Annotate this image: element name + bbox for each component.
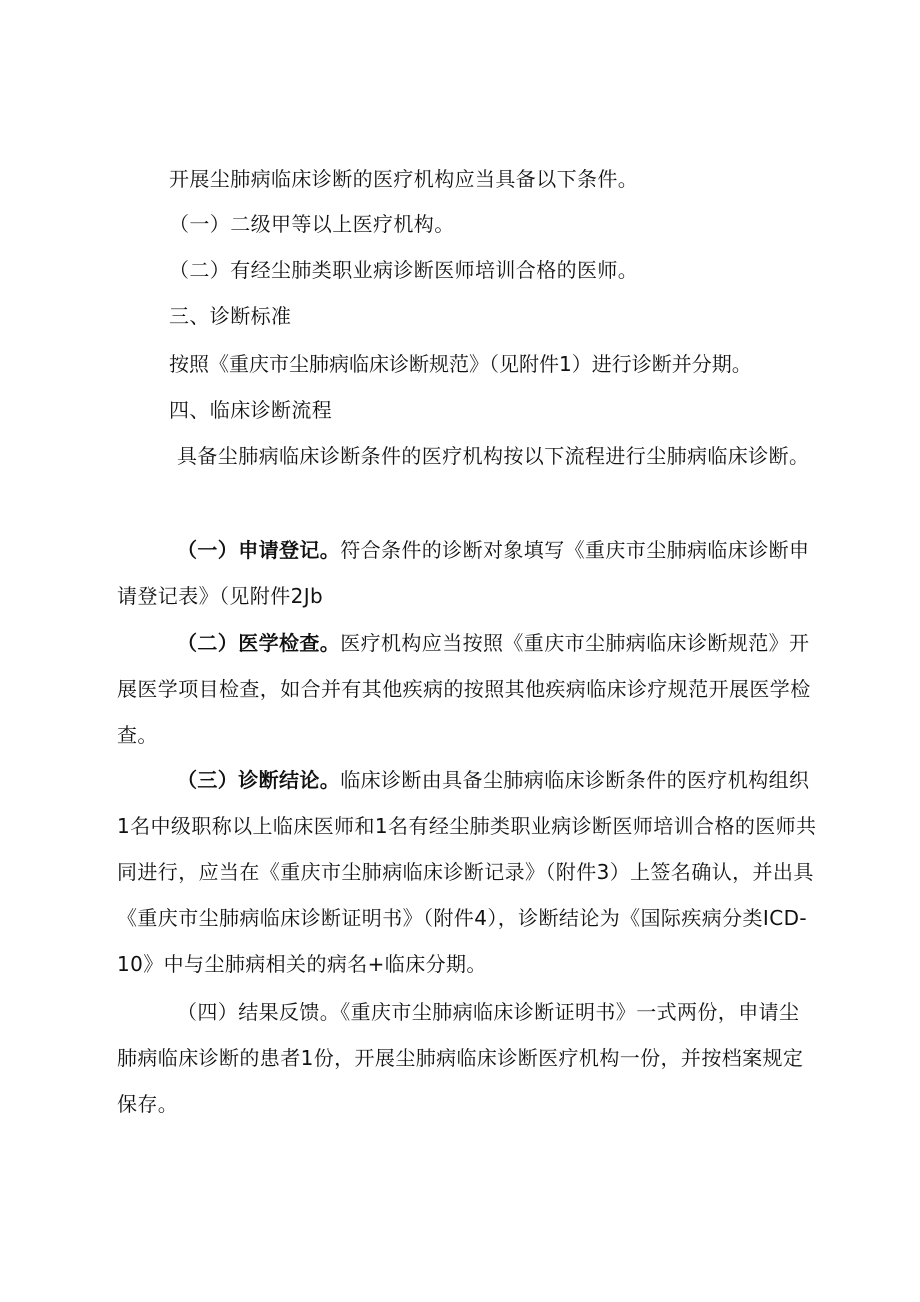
paragraph-application-registration bbox=[117, 527, 817, 619]
paragraph-diagnostic-conclusion bbox=[117, 757, 817, 987]
paragraph-condition-1: （一）二级甲等以上医疗机构。 bbox=[169, 212, 455, 236]
paragraph-standard: 按照《重庆市尘肺病临床诊断规范》（见附件1）进行诊断并分期。 bbox=[169, 352, 752, 376]
paragraph-body-conclusion: 临床诊断由具备尘肺病临床诊断条件的医疗机构组织1名中级职称以上临床医师和1名有经尘肺类职业病诊断医师培训合格的医师共同进行，应当在《重庆市尘肺病临床诊断记录》（附件3）上签名确认，并出具《重庆市尘肺病临床诊断证明书》（附件4），诊断结论为《国际疾病分类ICD-10》中与尘肺病相关的病名+临床分期。 bbox=[117, 768, 817, 976]
paragraph-medical-examination bbox=[117, 620, 817, 758]
paragraph-condition-2: （二）有经尘肺类职业病诊断医师培训合格的医师。 bbox=[169, 258, 639, 282]
paragraph-body-registration: 符合条件的诊断对象填写《重庆市尘肺病临床诊断申请登记表》（见附件2Jb bbox=[117, 538, 810, 608]
paragraph-lead-conclusion: （三）诊断结论。 bbox=[177, 768, 341, 792]
paragraph-result-feedback: （四）结果反馈。《重庆市尘肺病临床诊断证明书》一式两份，申请尘肺病临床诊断的患者1份，开展尘肺病临床诊断医疗机构一份，并按档案规定保存。 bbox=[117, 1000, 804, 1116]
paragraph-conditions-intro: 开展尘肺病临床诊断的医疗机构应当具备以下条件。 bbox=[169, 167, 639, 191]
paragraph-flow-intro: 具备尘肺病临床诊断条件的医疗机构按以下流程进行尘肺病临床诊断。 bbox=[177, 444, 810, 468]
section-heading-diagnostic-flow: 四、临床诊断流程 bbox=[169, 398, 333, 422]
paragraph-lead-registration: （一）申请登记。 bbox=[177, 538, 341, 562]
paragraph-body-examination: 医疗机构应当按照《重庆市尘肺病临床诊断规范》开展医学项目检查，如合并有其他疾病的按照其他疾病临床诊疗规范开展医学检查。 bbox=[117, 631, 811, 747]
paragraph-lead-examination: （二）医学检查。 bbox=[177, 631, 341, 655]
section-heading-diagnostic-standard: 三、诊断标准 bbox=[169, 304, 292, 328]
